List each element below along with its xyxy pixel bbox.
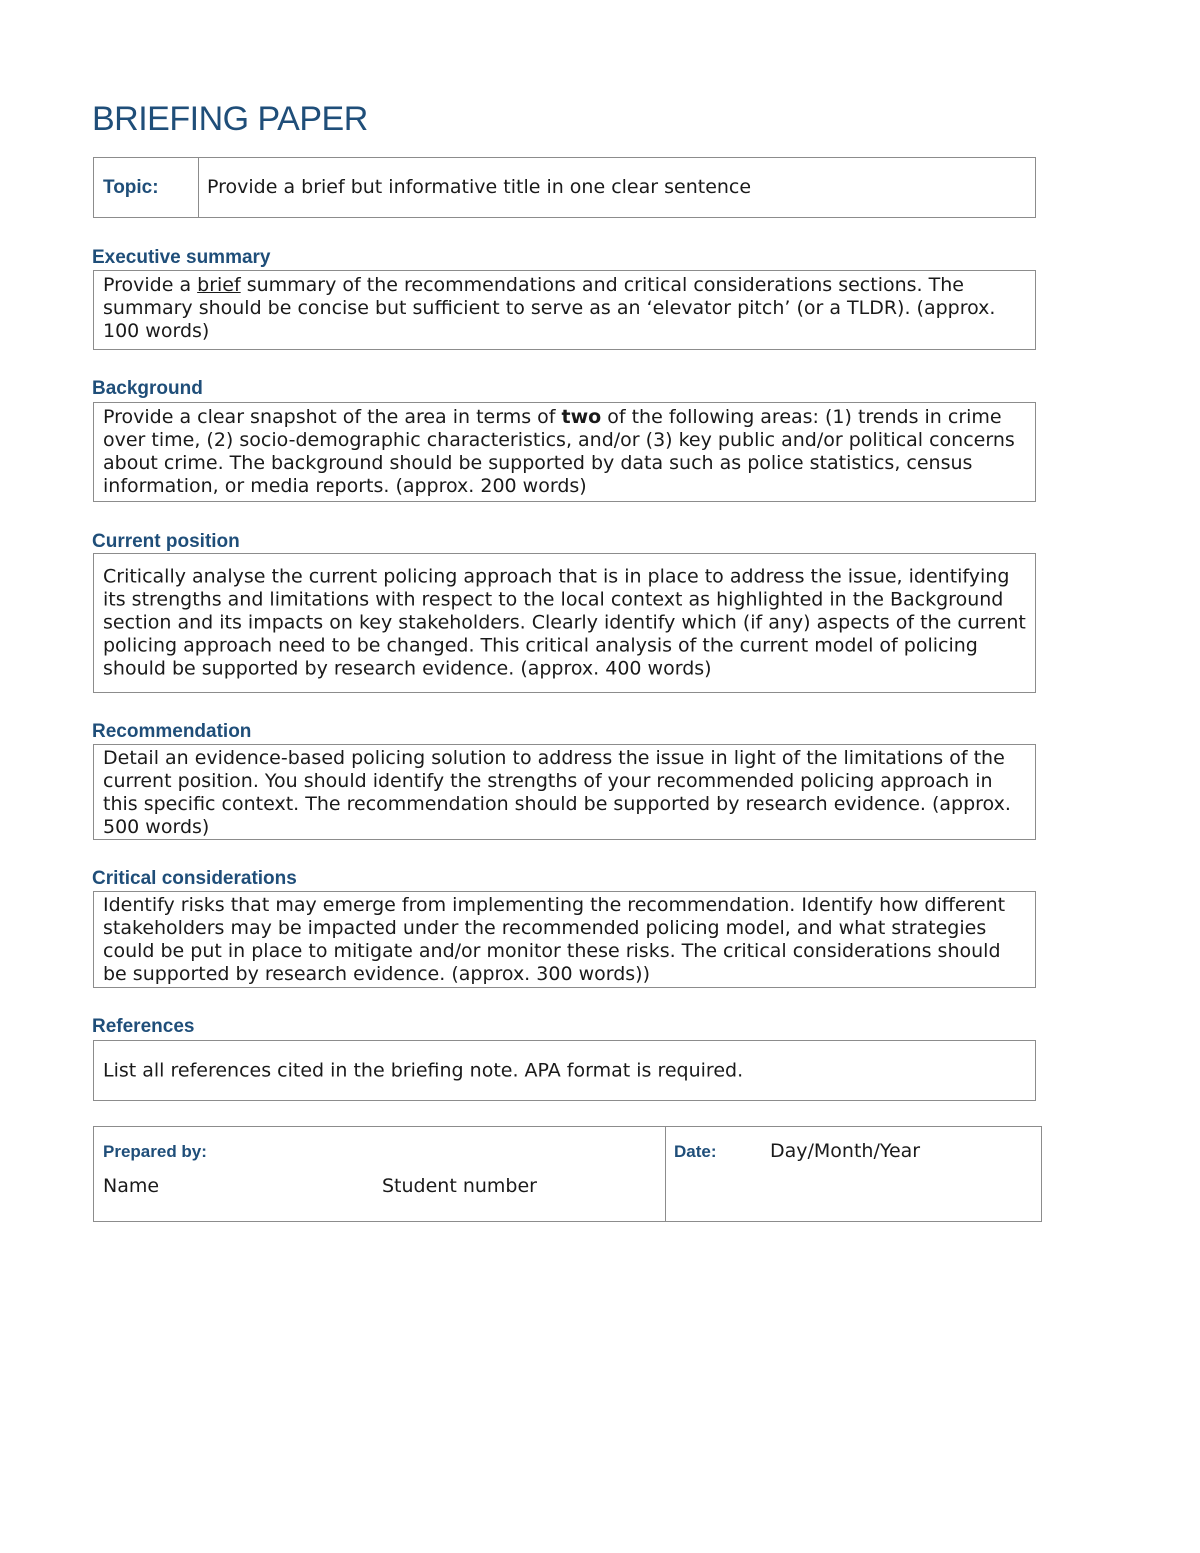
- background-emphasis: two: [561, 406, 602, 428]
- recommendation-box: [93, 744, 1036, 840]
- background-text: [94, 403, 1035, 498]
- topic-value: Provide a brief but informative title in one clear sentence: [207, 176, 752, 198]
- current-position-text: Critically analyse the current policing approach that is in place to address the issue, identifying its strengths and limitations with respect to the local context as highlighted in the Background section and its impacts on key stakeholders. Clearly identify which (if any) aspects of the current policing approach need to be changed. This critical analysis of the current model of policing should be supported by research evidence. (approx. 400 words): [103, 565, 1026, 680]
- current-position-heading: Current position: [92, 531, 240, 552]
- background-box: [93, 402, 1036, 502]
- background-text-start: Provide a clear snapshot of the area in terms of: [103, 406, 562, 428]
- critical-considerations-box: [93, 891, 1036, 988]
- name-field: Name: [103, 1175, 160, 1197]
- executive-summary-box: [93, 270, 1036, 350]
- topic-label: Topic:: [94, 158, 199, 217]
- references-box: [93, 1040, 1036, 1101]
- student-number-field: Student number: [382, 1175, 537, 1197]
- current-position-box: [93, 553, 1036, 693]
- executive-summary-text-end: summary of the recommendations and critical considerations sections. The summary should be concise but sufficient to serve as an ‘elevator pitch’ (or a TLDR). (approx. 100 words): [103, 274, 996, 342]
- references-heading: References: [92, 1016, 195, 1037]
- date-label: Date:: [674, 1142, 717, 1161]
- footer-divider: [665, 1127, 666, 1221]
- date-value: Day/Month/Year: [770, 1140, 921, 1162]
- background-text-end: of the following areas: (1) trends in crime over time, (2) socio-demographic characteristics, and/or (3) key public and/or political concerns about crime. The background should be supported by data such as police statistics, census information, or media reports. (approx. 200 words): [103, 406, 1015, 497]
- prepared-by-table: [93, 1126, 1042, 1222]
- critical-considerations-text: Identify risks that may emerge from implementing the recommendation. Identify how different stakeholders may be impacted under the recommended policing model, and what strategies could be put in place to mitigate and/or monitor these risks. The critical considerations should be supported by research evidence. (approx. 300 words)): [103, 894, 1006, 985]
- executive-summary-emphasis: brief: [197, 274, 241, 296]
- recommendation-text: Detail an evidence-based policing solution to address the issue in light of the limitations of the current position. You should identify the strengths of your recommended policing approach in this specific context. The recommendation should be supported by research evidence. (approx. 500 words): [103, 747, 1011, 838]
- executive-summary-heading: Executive summary: [92, 247, 271, 268]
- topic-table: [93, 157, 1036, 218]
- executive-summary-text-start: Provide a: [103, 274, 198, 296]
- critical-considerations-heading: Critical considerations: [92, 868, 297, 889]
- references-text: List all references cited in the briefing note. APA format is required.: [103, 1059, 744, 1081]
- document-title: BRIEFING PAPER: [92, 100, 368, 138]
- executive-summary-text: [94, 271, 1035, 343]
- recommendation-heading: Recommendation: [92, 721, 252, 742]
- background-heading: Background: [92, 378, 203, 399]
- prepared-by-label: Prepared by:: [103, 1142, 207, 1161]
